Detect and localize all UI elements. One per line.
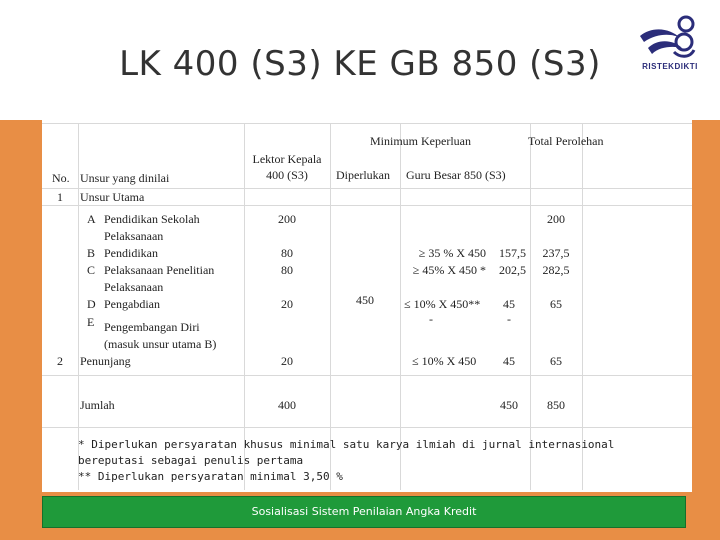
footnote-line: ** Diperlukan persyaratan minimal 3,50 % <box>78 470 343 483</box>
footnotes <box>78 437 668 485</box>
grid-line <box>400 123 401 490</box>
item-label: Pendidikan Sekolah <box>104 212 200 226</box>
header-guru-besar: Guru Besar 850 (S3) <box>406 168 506 182</box>
row-requirement-value: 45 <box>503 354 515 368</box>
item-total: 282,5 <box>542 263 570 277</box>
diperlukan-value: 450 <box>356 293 374 307</box>
item-value: 200 <box>278 212 296 226</box>
item-total: 237,5 <box>542 246 570 260</box>
jumlah-label: Jumlah <box>80 398 115 412</box>
grid-line <box>42 205 692 206</box>
grid-line <box>42 375 692 376</box>
row-no: 1 <box>57 190 63 204</box>
item-label: Pelaksanaan <box>104 229 164 243</box>
item-total: 65 <box>550 297 562 311</box>
item-label: Pelaksanaan <box>104 280 164 294</box>
item-value: 80 <box>281 263 293 277</box>
item-label: (masuk unsur utama B) <box>104 337 217 351</box>
row-value: 20 <box>281 354 293 368</box>
header-total-perolehan: Total Perolehan <box>528 134 604 148</box>
grid-line <box>78 123 79 490</box>
grid-line <box>42 123 692 124</box>
item-dash: - <box>507 312 511 326</box>
item-value: 20 <box>281 297 293 311</box>
row-no: 2 <box>57 354 63 368</box>
item-label: Pengembangan Diri <box>104 320 200 334</box>
item-letter: B <box>87 246 96 260</box>
logo-text: RISTEKDIKTI <box>642 62 698 71</box>
item-value: 80 <box>281 246 293 260</box>
item-letter: C <box>87 263 96 277</box>
item-requirement: ≥ 45% X 450 * <box>412 263 486 277</box>
slide-title: LK 400 (S3) KE GB 850 (S3) <box>119 44 601 84</box>
row-label: Penunjang <box>80 354 131 368</box>
footer-text: Sosialisasi Sistem Penilaian Angka Kredit <box>251 505 477 518</box>
row-requirement: ≤ 10% X 450 <box>412 354 477 368</box>
header-unsur: Unsur yang dinilai <box>80 171 170 185</box>
footnote-line: * Diperlukan persyaratan khusus minimal satu karya ilmiah di jurnal internasional bereputasi sebagai penulis pertama <box>78 438 615 467</box>
item-label: Pelaksanaan Penelitian <box>104 263 215 277</box>
header-diperlukan: Diperlukan <box>336 168 390 182</box>
item-requirement-value: 202,5 <box>499 263 526 277</box>
item-letter: A <box>87 212 96 226</box>
item-requirement: ≥ 35 % X 450 <box>418 246 486 260</box>
header-no: No. <box>52 171 70 185</box>
item-requirement: ≤ 10% X 450** <box>404 297 481 311</box>
footer-bar <box>42 496 686 528</box>
grid-line <box>582 123 583 490</box>
item-letter: E <box>87 315 95 329</box>
header-lektor-kepala: Lektor Kepala <box>252 152 322 166</box>
item-requirement-value: 157,5 <box>499 246 526 260</box>
item-label: Pendidikan <box>104 246 158 260</box>
item-label: Pengabdian <box>104 297 160 311</box>
jumlah-requirement-value: 450 <box>500 398 518 412</box>
jumlah-total: 850 <box>547 398 565 412</box>
header-minimum-keperluan: Minimum Keperluan <box>370 134 471 148</box>
item-requirement-value: 45 <box>503 297 515 311</box>
grid-line <box>42 427 692 428</box>
row-label: Unsur Utama <box>80 190 145 204</box>
row-total: 65 <box>550 354 562 368</box>
item-dash: - <box>429 312 433 326</box>
item-total: 200 <box>547 212 565 226</box>
jumlah-value: 400 <box>278 398 296 412</box>
header-lektor-kepala-sub: 400 (S3) <box>266 168 308 182</box>
item-letter: D <box>87 297 96 311</box>
